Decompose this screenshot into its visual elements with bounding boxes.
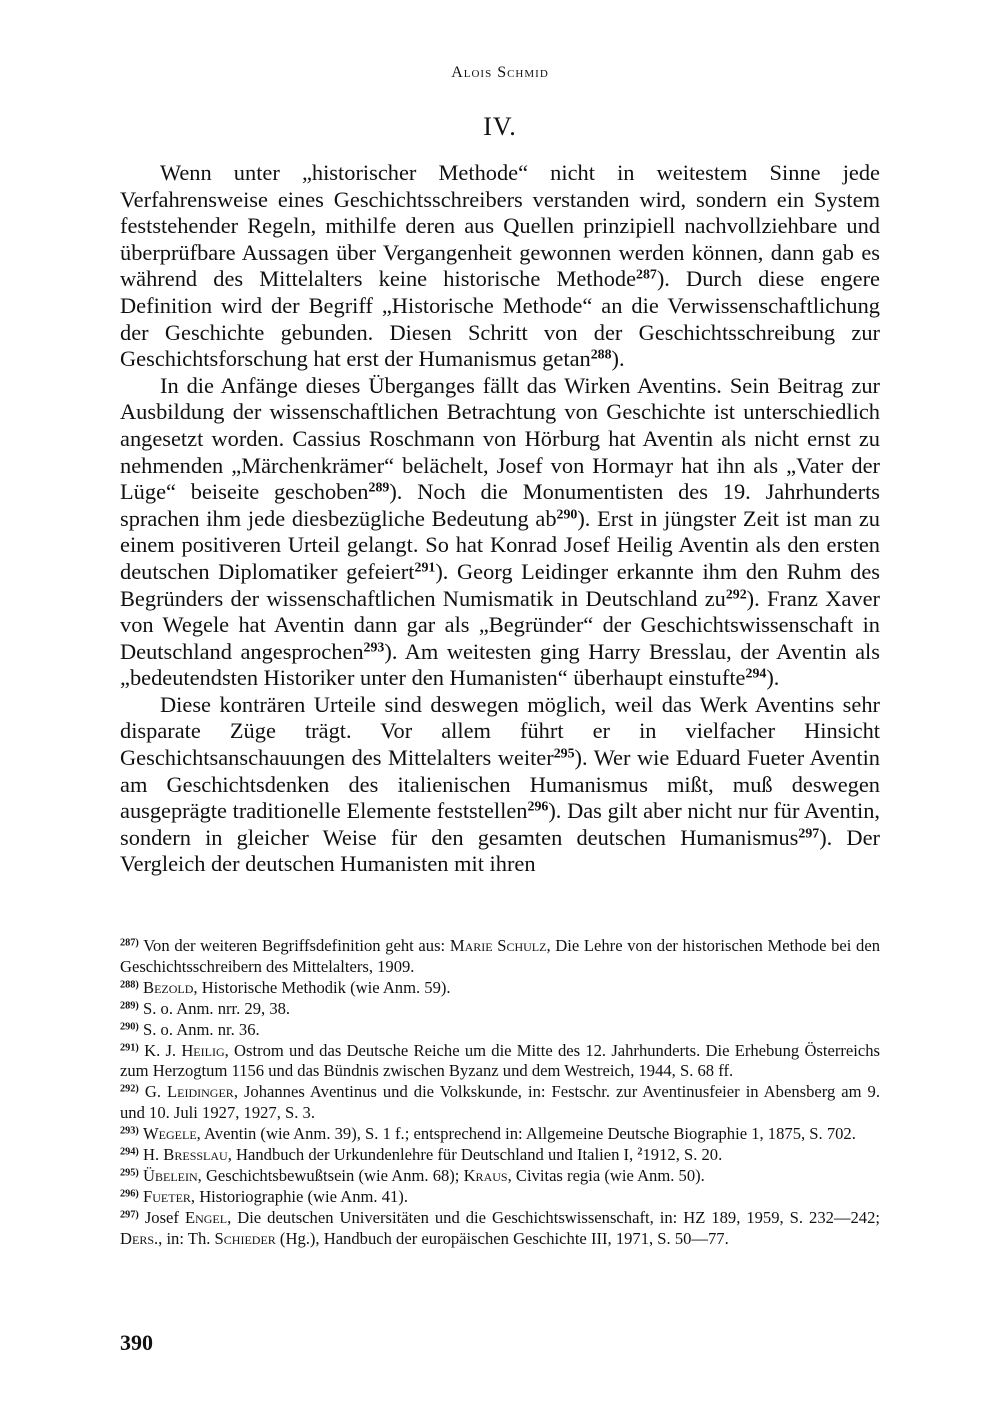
text-run: 1912, S. 20.: [642, 1145, 723, 1165]
footnote: [120, 1145, 880, 1166]
text-run: , in: Th.: [158, 1228, 215, 1248]
text-run: ). Durch diese engere Definition wird der Begriff „Historische Methode“ an die Verwissenschaftlichung der Geschichte gebunden. Diesen Schritt von der Geschichtsschreibung zur Geschichtsforschung hat erst der Humanismus getan: [120, 266, 880, 372]
footnote-reference: 290: [556, 507, 578, 523]
footnote-marker: 294): [120, 1146, 139, 1158]
footnote-reference: 295: [553, 746, 575, 762]
running-head: Alois Schmid: [451, 64, 549, 81]
text-run: ). Erst in jüngster Zeit ist man zu einem positiveren Urteil gelangt. So hat Konrad Josef Heilig Aventin als den ersten deutschen Diplomatiker gefeiert: [120, 505, 880, 584]
text-run: ).: [766, 665, 780, 691]
text-run: H.: [138, 1145, 164, 1165]
footnote-reference: 291: [414, 560, 436, 576]
footnote: [120, 1124, 880, 1145]
author-name: Schieder: [214, 1228, 276, 1248]
text-run: , Johannes Aventinus und die Volkskunde, in: Festschr. zur Aventinusfeier in Abensberg am 9. und 10. Juli 1927, 1927, S. 3.: [120, 1082, 881, 1123]
text-run: ).: [611, 346, 625, 372]
footnote-marker: 291): [120, 1041, 139, 1053]
footnote-reference: 287: [636, 267, 657, 283]
body-paragraph: [120, 160, 880, 373]
footnote: [120, 1187, 880, 1208]
text-run: In die Anfänge dieses Überganges fällt das Wirken Aventins. Sein Beitrag zur Ausbildung der wissenschaftlichen Betrachtung von Geschichte ist unterschiedlich angesetzt worden. Cassius Roschmann von Hörburg hat Aventin als nicht ernst zu nehmenden „Märchenkrämer“ belächelt, Josef von Hormayr hat ihn als „Vater der Lüge“ beiseite geschoben: [120, 372, 880, 505]
author-name: Übelein: [143, 1165, 198, 1185]
author-name: Bresslau: [163, 1145, 228, 1165]
footnote-reference: 2: [637, 1146, 643, 1158]
footnote-reference: 297: [798, 826, 820, 842]
footnote-marker: 290): [120, 1020, 139, 1032]
author-name: Leidinger: [167, 1082, 234, 1102]
footnote: [120, 1041, 880, 1083]
text-run: , Historiographie (wie Anm. 41).: [190, 1186, 408, 1206]
footnote: [120, 978, 880, 999]
body-paragraph: [120, 692, 880, 878]
text-run: , Handbuch der Urkundenlehre für Deutschland und Italien I,: [227, 1145, 638, 1165]
text-run: Josef: [138, 1207, 185, 1227]
text-run: Diese konträren Urteile sind deswegen möglich, weil das Werk Aventins sehr disparate Züge trägt. Vor allem führt er in vielfacher Hinsicht Geschichtsanschauungen des Mittelalters weiter: [120, 691, 880, 771]
text-run: S. o. Anm. nr. 36.: [138, 1019, 260, 1039]
text-run: , Civitas regia (wie Anm. 50).: [507, 1165, 705, 1185]
footnote-marker: 295): [120, 1167, 139, 1179]
text-run: Von der weiteren Begriffsdefinition geht aus:: [138, 936, 450, 955]
text-run: , Geschichtsbewußtsein (wie Anm. 68);: [197, 1165, 464, 1185]
author-name: Heilig: [181, 1040, 225, 1060]
page-number: 390: [120, 1330, 153, 1355]
footnote-marker: 297): [120, 1209, 139, 1221]
text-run: ). Wer wie Eduard Fueter Aventin am Geschichtsdenken des italienischen Humanismus mißt, muß deswegen ausgeprägte traditionelle Elemente feststellen: [120, 745, 880, 824]
author-name: Kraus: [463, 1165, 508, 1185]
footnote-marker: 288): [120, 979, 139, 991]
footnote: [120, 1208, 880, 1250]
text-run: ). Das gilt aber nicht nur für Aventin, sondern in gleicher Weise für den gesamten deutschen Humanismus: [120, 798, 880, 850]
text-run: Wenn unter „historischer Methode“ nicht in weitestem Sinne jede Verfahrensweise eines Geschichtsschreibers verstanden wird, sondern ein System feststehender Regeln, mithilfe deren aus Quellen prinzipiell nachvollziehbare und überprüfbare Aussagen über Vergangenheit gewonnen werden können, dann gab es während des Mittelalters keine historische Methode: [120, 160, 880, 292]
text-run: G.: [138, 1082, 168, 1102]
body-text: [120, 160, 880, 878]
text-run: , Die deutschen Universitäten und die Geschichtswissenschaft, in: HZ 189, 1959, S. 232—242;: [227, 1207, 881, 1227]
text-run: ). Am weitesten ging Harry Bresslau, der Aventin als „bedeutendsten Historiker unter den Humanisten“ überhaupt einstufte: [120, 638, 880, 691]
footnote-reference: 294: [745, 666, 767, 682]
footnote-marker: 292): [120, 1083, 139, 1095]
author-name: Marie Schulz: [449, 936, 547, 955]
footnote-reference: 293: [363, 640, 385, 656]
text-run: ). Noch die Monumentisten des 19. Jahrhunderts sprachen ihm jede diesbezügliche Bedeutung ab: [120, 479, 881, 531]
text-run: K. J.: [138, 1040, 182, 1060]
text-run: , Ostrom und das Deutsche Reiche um die Mitte des 12. Jahrhunderts. Die Erhebung Österreichs zum Herzogtum 1156 und das Bündnis zwischen Byzanz und dem Westreich, 1944, S. 68 ff.: [120, 1040, 881, 1081]
footnote: [120, 1020, 880, 1041]
text-run: , Aventin (wie Anm. 39), S. 1 f.; entsprechend in: Allgemeine Deutsche Biographie 1, 1875, S. 702.: [196, 1124, 856, 1144]
footnote: [120, 936, 880, 978]
author-name: Bezold: [143, 977, 194, 997]
footnote-marker: 293): [120, 1125, 139, 1137]
text-run: ). Franz Xaver von Wegele hat Aventin dann gar als „Begründer“ der Geschichtswissenschaft in Deutschland angesprochen: [120, 585, 880, 664]
footnote-reference: 292: [725, 586, 747, 602]
footnote-reference: 296: [527, 799, 549, 815]
author-name: Wegele: [143, 1124, 197, 1144]
footnote-marker: 287): [120, 937, 139, 949]
footnote: [120, 1082, 880, 1124]
text-run: S. o. Anm. nrr. 29, 38.: [138, 998, 291, 1018]
author-name: Ders.: [120, 1228, 159, 1248]
footnote: [120, 1166, 880, 1187]
body-paragraph: [120, 373, 880, 692]
author-name: Engel: [184, 1207, 228, 1227]
footnote-marker: 289): [120, 1000, 139, 1012]
text-run: , Die Lehre von der historischen Methode bei den Geschichtsschreibern des Mittelalters, 1909.: [120, 936, 880, 976]
author-name: Fueter: [143, 1186, 191, 1206]
text-run: , Historische Methodik (wie Anm. 59).: [193, 977, 451, 997]
text-run: (Hg.), Handbuch der europäischen Geschichte III, 1971, S. 50—77.: [275, 1228, 729, 1248]
footnote-marker: 296): [120, 1188, 139, 1200]
footnote-reference: 288: [590, 347, 612, 363]
footnote-reference: 289: [368, 480, 390, 496]
footnotes: [120, 936, 880, 1250]
text-run: ). Georg Leidinger erkannte ihm den Ruhm des Begründers der wissenschaftlichen Numismatik in Deutschland zu: [120, 558, 880, 611]
text-run: ). Der Vergleich der deutschen Humanisten mit ihren: [120, 824, 880, 877]
section-heading: IV.: [483, 112, 517, 141]
footnote: [120, 999, 880, 1020]
